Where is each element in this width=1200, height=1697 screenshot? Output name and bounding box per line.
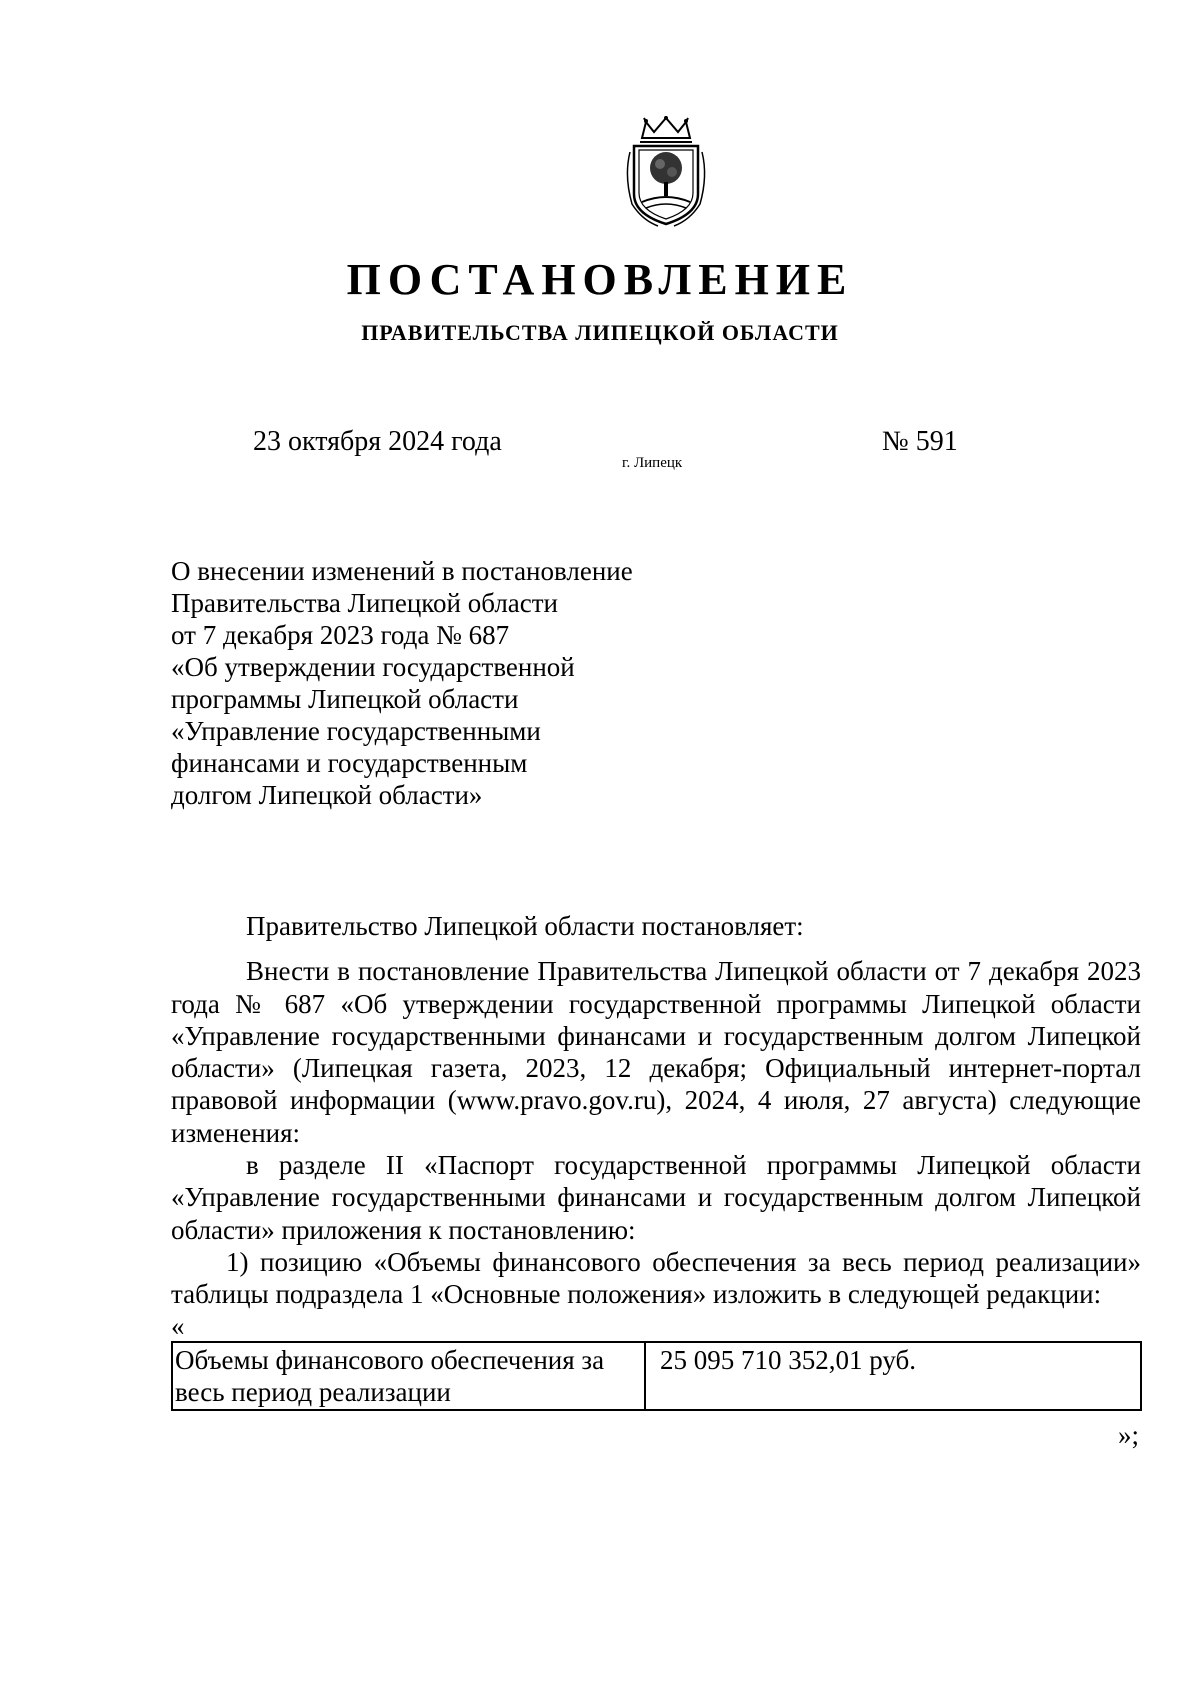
heading-line: Правительства Липецкой области bbox=[171, 588, 559, 618]
document-body bbox=[171, 910, 1141, 1451]
document-city: г. Липецк bbox=[622, 455, 683, 471]
item-1: 1) позицию «Объемы финансового обеспечения за весь период реализации» таблицы подраздела 1 «Основные положения» изложить в следующей редакции: bbox=[171, 1246, 1141, 1310]
heading-line: О внесении изменений в постановление bbox=[171, 556, 633, 586]
table-cell-label: Объемы финансового обеспечения за весь период реализации bbox=[172, 1342, 645, 1410]
document-number: № 591 bbox=[882, 426, 958, 457]
lipetsk-region-coat-of-arms-icon bbox=[620, 116, 712, 232]
quote-close: »; bbox=[1117, 1419, 1139, 1450]
heading-line: «Об утверждении государственной bbox=[171, 652, 575, 682]
table-row bbox=[172, 1342, 1141, 1410]
section-paragraph: в разделе II «Паспорт государственной программы Липецкой области «Управление государственными финансами и государственным долгом Липецкой области» приложения к постановлению: bbox=[171, 1150, 1141, 1245]
heading-line: долгом Липецкой области» bbox=[171, 780, 483, 810]
quote-open: « bbox=[171, 1310, 185, 1341]
issuing-authority: ПРАВИТЕЛЬСТВА ЛИПЕЦКОЙ ОБЛАСТИ bbox=[361, 320, 839, 345]
heading-line: от 7 декабря 2023 года № 687 bbox=[171, 620, 510, 650]
amendment-paragraph: Внести в постановление Правительства Липецкой области от 7 декабря 2023 года № 687 «Об утверждении государственной программы Липецкой области «Управление государственными финансами и государственным долгом Липецкой области» (Липецкая газета, 2023, 12 декабря; Официальный интернет-портал правовой информации (www.pravo.gov.ru), 2024, 4 июля, 27 августа) следующие изменения: bbox=[171, 956, 1141, 1148]
financing-table bbox=[171, 1341, 1142, 1411]
table-cell-value: 25 095 710 352,01 руб. bbox=[645, 1342, 1141, 1410]
document-heading bbox=[171, 555, 771, 811]
document-date: 23 октября 2024 года bbox=[253, 426, 502, 457]
heading-line: программы Липецкой области bbox=[171, 684, 519, 714]
document-type-title: ПОСТАНОВЛЕНИЕ bbox=[346, 255, 854, 304]
heading-line: «Управление государственными bbox=[171, 716, 541, 746]
heading-line: финансами и государственным bbox=[171, 748, 528, 778]
resolution-intro: Правительство Липецкой области постановляет: bbox=[246, 911, 804, 941]
